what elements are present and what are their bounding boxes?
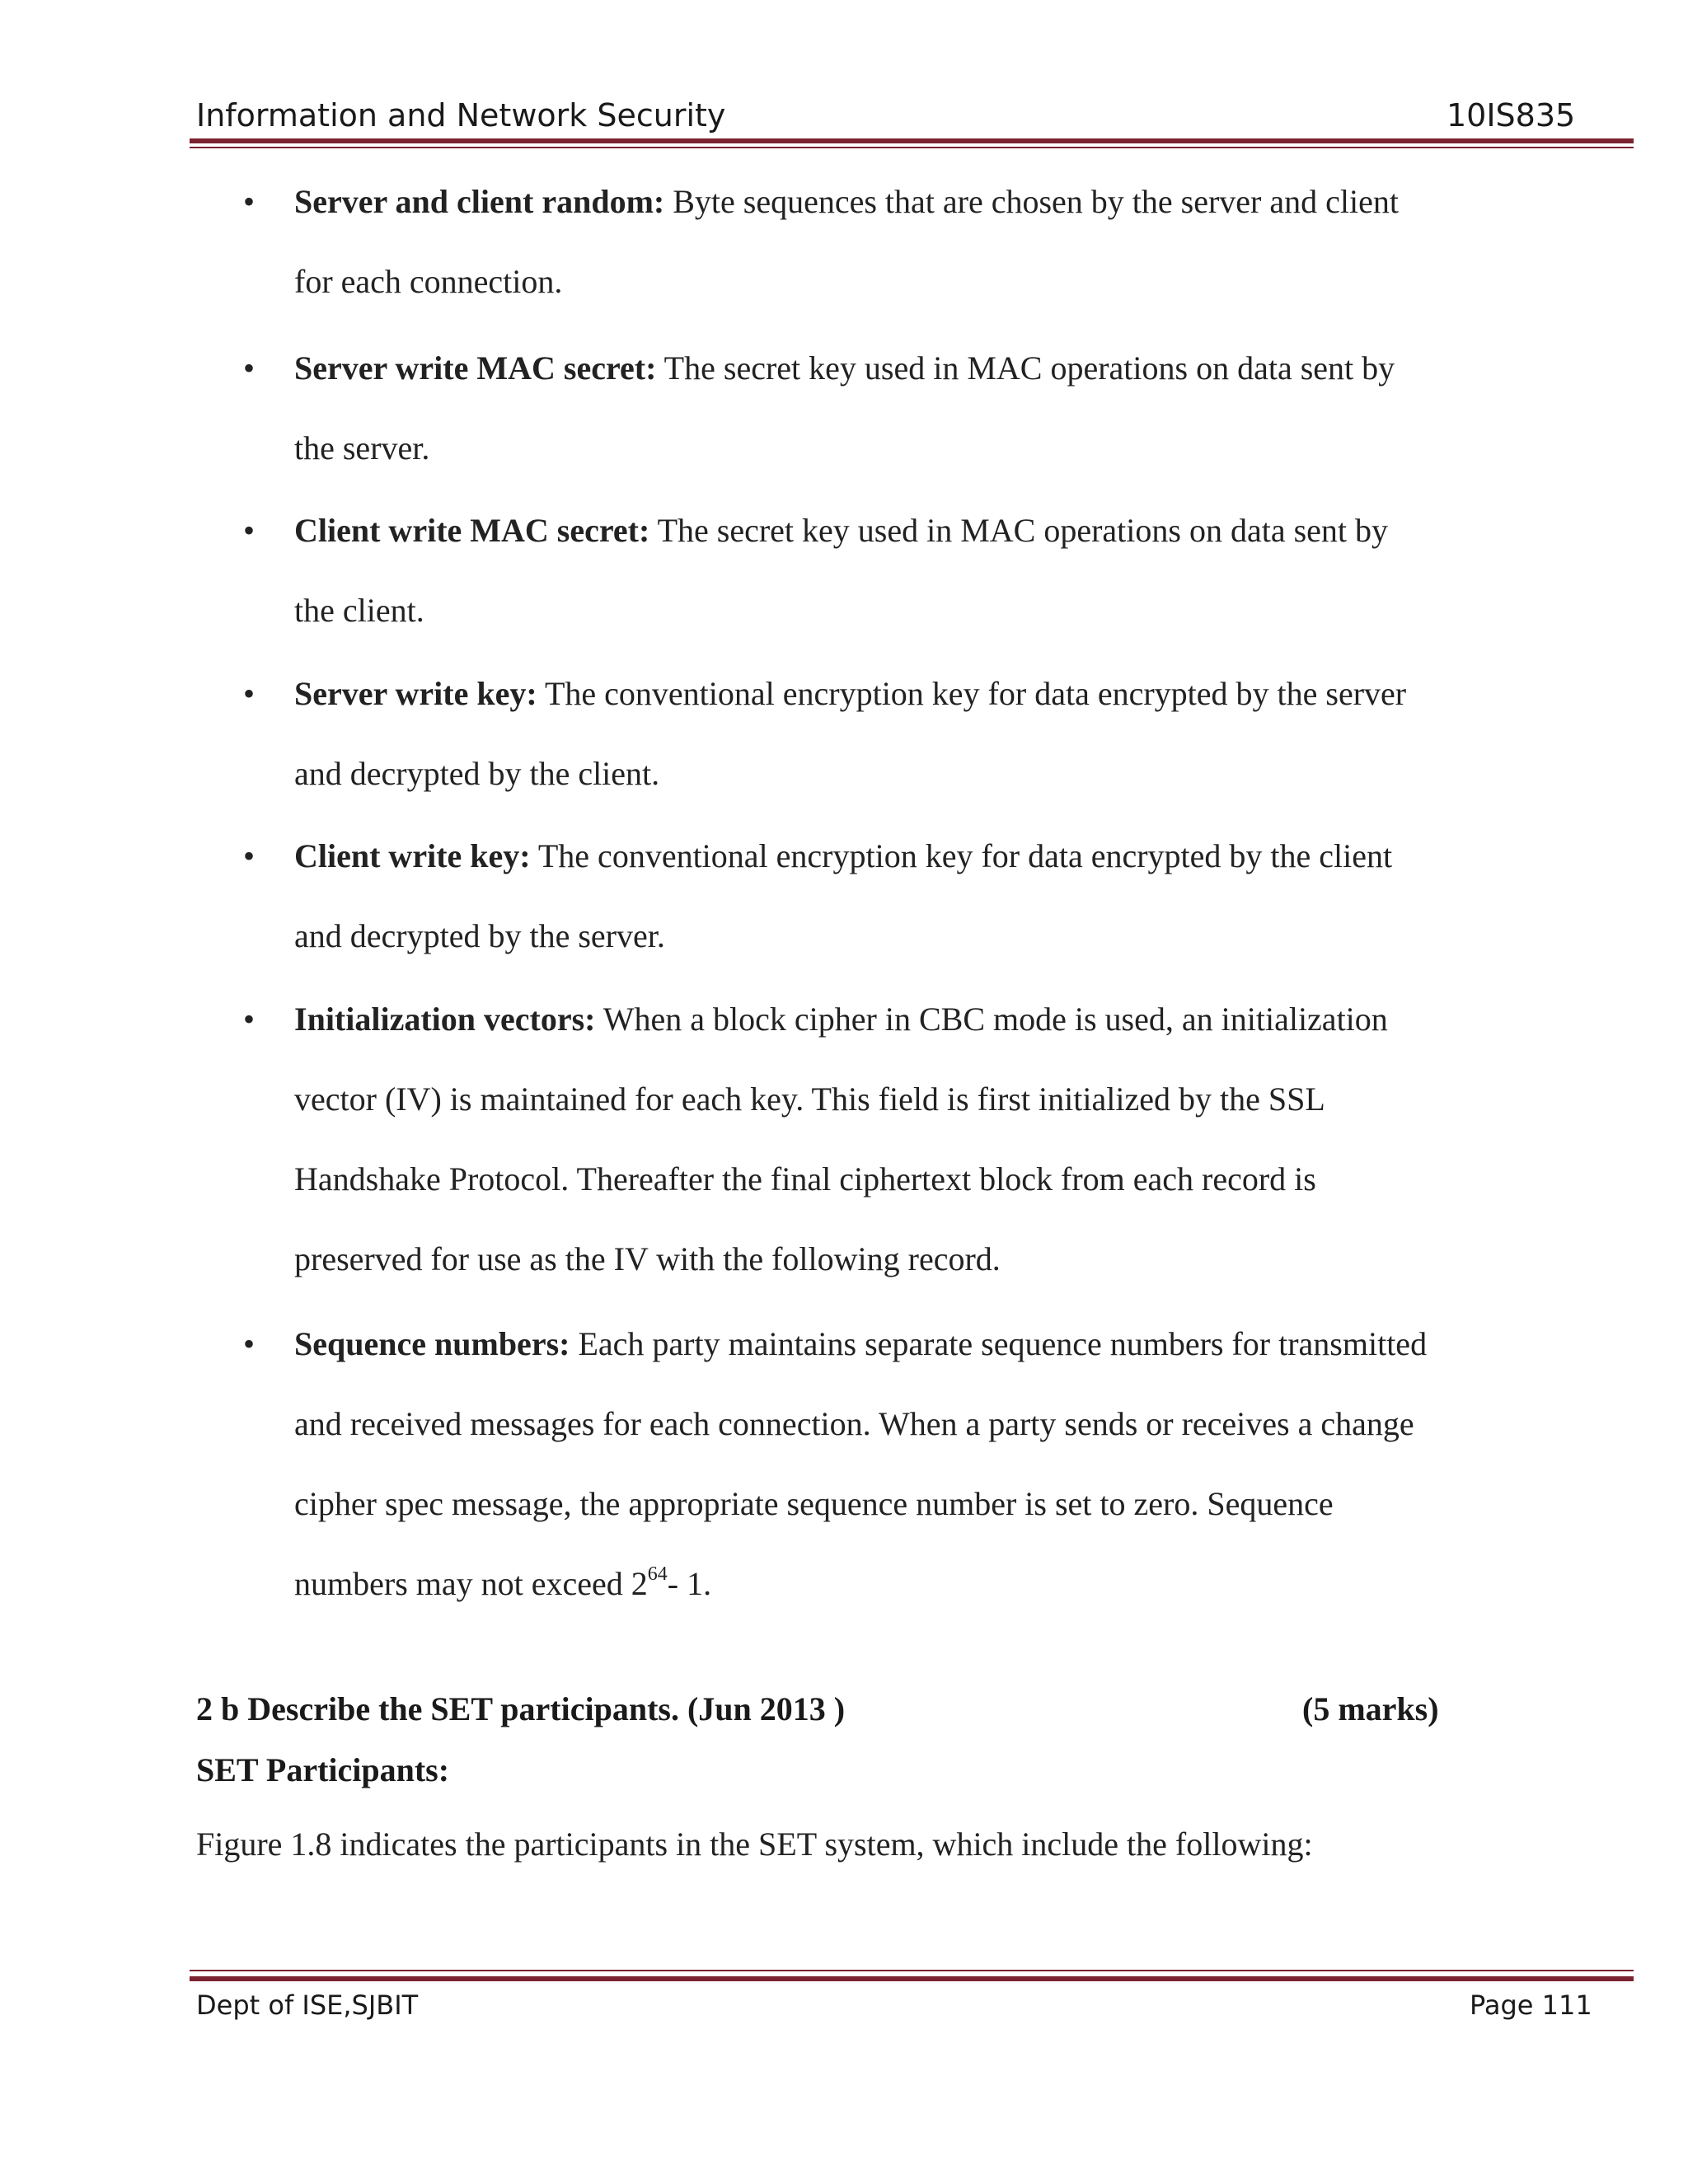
bullet-icon: • xyxy=(243,349,256,387)
bullet-icon: • xyxy=(243,512,256,549)
header-rule xyxy=(190,138,1634,143)
footer-dept: Dept of ISE,SJBIT xyxy=(196,1990,419,2021)
list-item: • Server write key: The conventional encryption key for data encrypted by the server and decrypted by the client. xyxy=(294,654,1448,813)
question-marks: (5 marks) xyxy=(1302,1690,1439,1727)
bullet-icon: • xyxy=(243,837,256,874)
footer-rule xyxy=(190,1976,1634,1981)
footer-page-number: Page 111 xyxy=(1470,1990,1592,2021)
header-title: Information and Network Security xyxy=(196,97,726,134)
list-item: • Server write MAC secret: The secret key used in MAC operations on data sent by the server. xyxy=(294,328,1448,488)
bullet-icon: • xyxy=(243,1001,256,1038)
list-item: • Client write key: The conventional encryption key for data encrypted by the client and decrypted by the server. xyxy=(294,816,1448,976)
bullet-icon: • xyxy=(243,675,256,712)
list-item: • Client write MAC secret: The secret key used in MAC operations on data sent by the client. xyxy=(294,490,1448,650)
list-item: • Sequence numbers: Each party maintains separate sequence numbers for transmitted and received messages for each connection. When a party sends or receives a change cipher spec message, the appropriate sequence number is set to zero. Sequence numbers may not exceed $2^{64}-$ 1. xyxy=(294,1304,1448,1624)
list-item: • Initialization vectors: When a block cipher in CBC mode is used, an initialization vector (IV) is maintained for each key. This field is first initialized by the SSL Handshake Protocol. Thereafter the final ciphertext block from each record is preserved for use as the IV with the following record. xyxy=(294,979,1448,1299)
list-item: • Server and client random: Byte sequences that are chosen by the server and client for each connection. xyxy=(294,162,1448,321)
header-rule-thin xyxy=(190,147,1634,148)
section-heading: SET Participants: xyxy=(196,1751,450,1788)
question-text: 2 b Describe the SET participants. (Jun 2013 ) xyxy=(196,1690,846,1727)
intro-paragraph: Figure 1.8 indicates the participants in the SET system, which include the following: xyxy=(196,1825,1313,1863)
footer-rule-thin xyxy=(190,1970,1634,1971)
bullet-icon: • xyxy=(243,183,256,220)
bullet-icon: • xyxy=(243,1325,256,1362)
header-course-code: 10IS835 xyxy=(1447,97,1576,134)
